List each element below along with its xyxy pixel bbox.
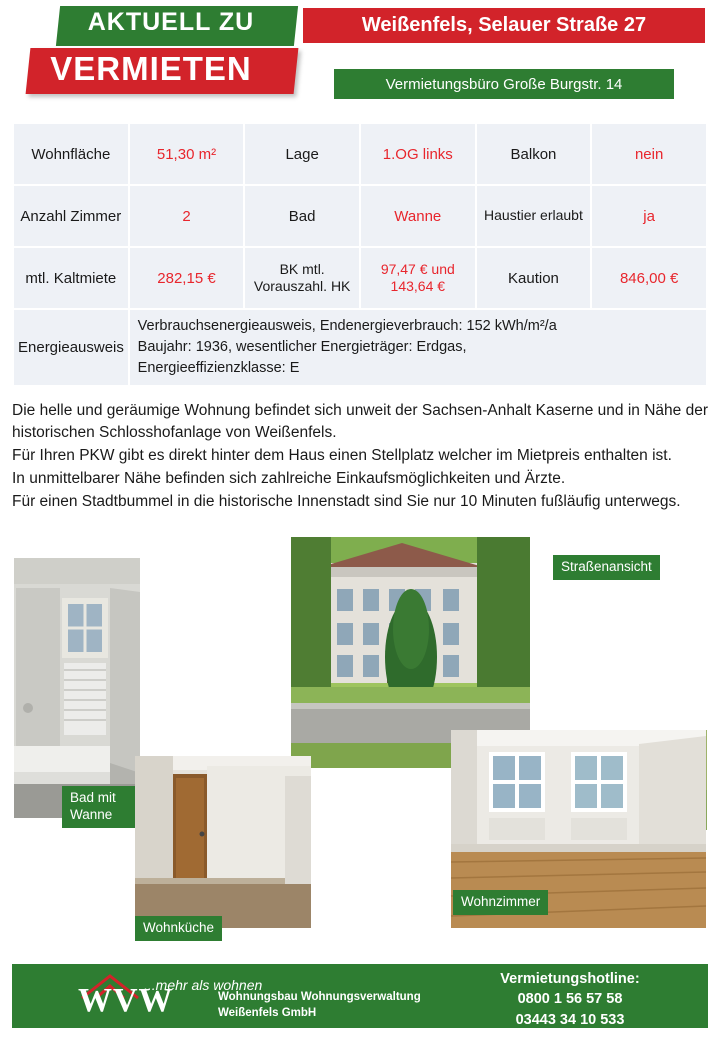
caption-bathroom-text: Bad mit Wanne xyxy=(70,790,116,822)
cell-balcony-label: Balkon xyxy=(476,123,592,185)
table-row xyxy=(13,185,707,247)
energy-line-3: Energieeffizienzklasse: E xyxy=(137,360,300,377)
banner-line2: VERMIETEN xyxy=(50,50,252,87)
cell-deposit-value: 846,00 € xyxy=(591,247,707,309)
banner-line1: AKTUELL ZU xyxy=(87,8,255,36)
description-text xyxy=(12,400,708,514)
table-row xyxy=(13,247,707,309)
hotline-number-2: 03443 34 10 533 xyxy=(515,1011,625,1028)
cell-balcony-value: nein xyxy=(591,123,707,185)
caption-kitchen-text: Wohnküche xyxy=(143,920,215,935)
cell-position-label: Lage xyxy=(244,123,360,185)
footer xyxy=(12,964,708,1028)
cell-position-value: 1.OG links xyxy=(360,123,476,185)
property-address: Weißenfels, Selauer Straße 27 xyxy=(303,8,705,43)
energy-line-2: Baujahr: 1936, wesentlicher Energieträger: Erdgas, xyxy=(137,339,467,356)
header xyxy=(0,0,720,108)
caption-street-view xyxy=(553,555,660,580)
table-row-energy xyxy=(13,309,707,386)
bathroom-photo-graphic xyxy=(14,558,140,818)
cell-rent-value: 282,15 € xyxy=(129,247,245,309)
cell-rent-label: mtl. Kaltmiete xyxy=(13,247,129,309)
hotline-number-1: 0800 1 56 57 58 xyxy=(517,991,623,1008)
table-row xyxy=(13,123,707,185)
company-line-2: Weißenfels GmbH xyxy=(218,1006,317,1019)
logo-text: WVW xyxy=(78,982,174,1019)
photo-gallery xyxy=(0,534,720,950)
energy-line-1: Verbrauchsenergieausweis, Endenergieverbrauch: 152 kWh/m²/a xyxy=(137,318,557,334)
description-paragraph-1: Die helle und geräumige Wohnung befindet sich unweit der Sachsen-Anhalt Kaserne und in Nähe der historischen Schlosshofanlage von Weißenfels. xyxy=(12,402,708,441)
description-paragraph-3: In unmittelbarer Nähe befinden sich zahlreiche Einkaufsmöglichkeiten und Ärzte. xyxy=(12,470,566,487)
cell-living-area-value: 51,30 m² xyxy=(129,123,245,185)
caption-kitchen xyxy=(135,916,222,941)
photo-living-room xyxy=(451,730,706,928)
cell-extra-costs-value: 97,47 € und 143,64 € xyxy=(360,247,476,309)
photo-bathroom xyxy=(14,558,140,822)
hotline-block xyxy=(442,969,698,1030)
cell-rooms-value: 2 xyxy=(129,185,245,247)
description-paragraph-4: Für einen Stadtbummel in die historische Innenstadt sind Sie nur 10 Minuten fußläufig unterwegs. xyxy=(12,493,681,510)
caption-living-room-text: Wohnzimmer xyxy=(461,894,541,909)
cell-bath-value: Wanne xyxy=(360,185,476,247)
hotline-title: Vermietungshotline: xyxy=(500,971,640,987)
cell-bath-label: Bad xyxy=(244,185,360,247)
kitchen-photo-graphic xyxy=(135,756,311,928)
cell-living-area-label: Wohnfläche xyxy=(13,123,129,185)
caption-living-room xyxy=(453,890,548,915)
photo-kitchen xyxy=(135,756,311,935)
cell-deposit-label: Kaution xyxy=(476,247,592,309)
description-paragraph-2: Für Ihren PKW gibt es direkt hinter dem Haus einen Stellplatz welcher im Mietpreis enthalten ist. xyxy=(12,447,672,464)
company-logo xyxy=(32,968,432,1024)
logo-slogan: ...mehr als wohnen xyxy=(144,977,263,993)
facts-table xyxy=(12,122,708,387)
cell-pets-label: Haustier erlaubt xyxy=(476,185,592,247)
cell-extra-costs-label: BK mtl. Vorauszahl. HK xyxy=(244,247,360,309)
caption-street-view-text: Straßenansicht xyxy=(561,559,652,574)
cell-energy-text xyxy=(129,309,707,386)
cell-pets-value: ja xyxy=(591,185,707,247)
company-name xyxy=(218,990,421,1021)
caption-bathroom xyxy=(62,786,142,828)
rental-office: Vermietungsbüro Große Burgstr. 14 xyxy=(334,69,674,99)
company-line-1: Wohnungsbau Wohnungsverwaltung xyxy=(218,991,421,1003)
cell-rooms-label: Anzahl Zimmer xyxy=(13,185,129,247)
cell-energy-label: Energieausweis xyxy=(13,309,129,386)
